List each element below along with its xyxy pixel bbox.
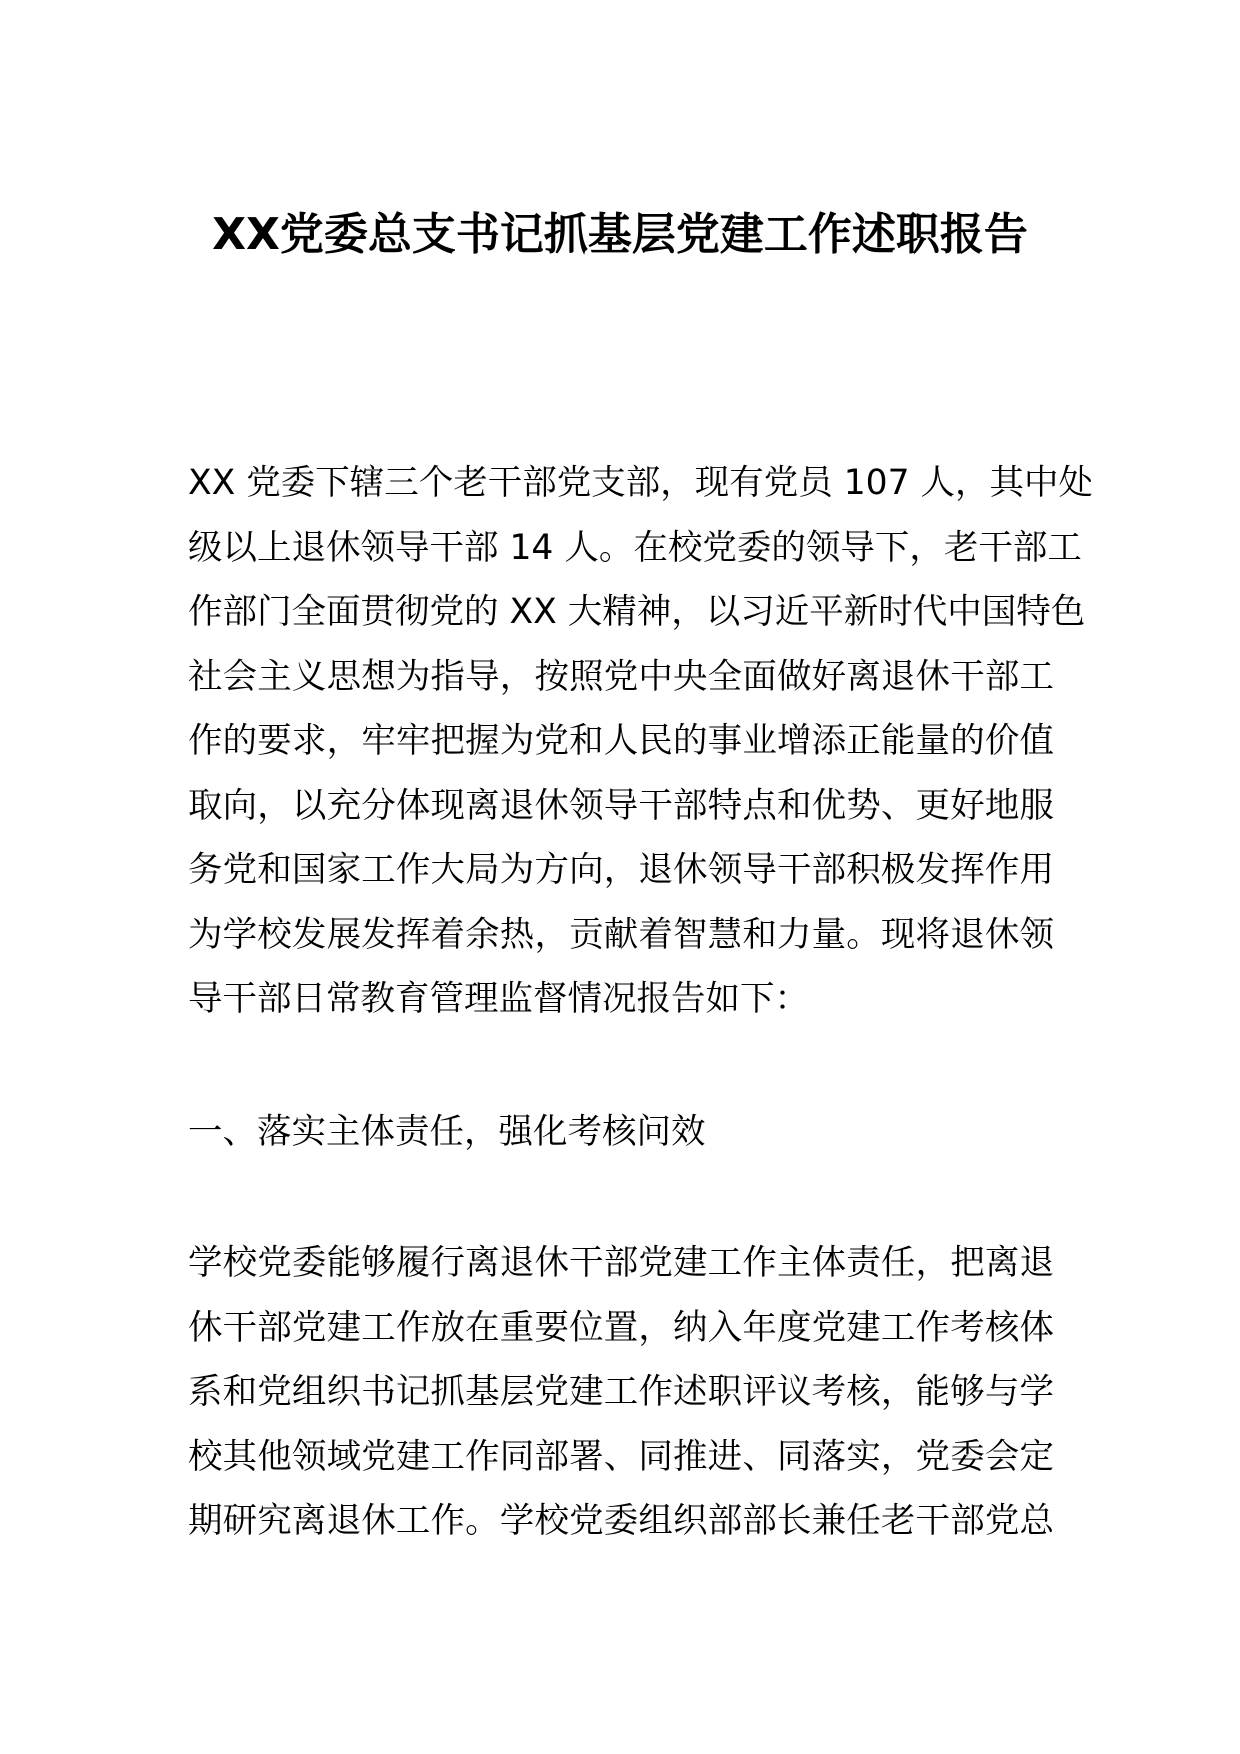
paragraph-line: 取向，以充分体现离退休领导干部特点和优势、更好地服 (188, 785, 1054, 826)
document-title: XX党委总支书记抓基层党建工作述职报告 (212, 209, 1028, 260)
paragraph-line: 作部门全面贯彻党的 XX 大精神，以习近平新时代中国特色 (188, 592, 1086, 632)
paragraph-line: 系和党组织书记抓基层党建工作述职评议考核，能够与学 (188, 1372, 1054, 1412)
paragraph-line: 作的要求，牢牢把握为党和人民的事业增添正能量的价值 (188, 721, 1054, 761)
paragraph-line: 为学校发展发挥着余热，贡献着智慧和力量。现将退休领 (188, 914, 1054, 955)
paragraph-line: 期研究离退休工作。学校党委组织部部长兼任老干部党总 (188, 1501, 1054, 1541)
section-heading (188, 1100, 1054, 1165)
paragraph-line: 级以上退休领导干部 14 人。在校党委的领导下，老干部工 (188, 527, 1082, 568)
paragraph-intro (188, 451, 1094, 1032)
paragraph-line: XX 党委下辖三个老干部党支部，现有党员 107 人，其中处 (188, 463, 1094, 503)
paragraph-line: 社会主义思想为指导，按照党中央全面做好离退休干部工 (188, 656, 1054, 697)
paragraph-line: 务党和国家工作大局为方向，退休领导干部积极发挥作用 (188, 850, 1054, 890)
paragraph-line: 学校党委能够履行离退休干部党建工作主体责任，把离退 (188, 1243, 1054, 1283)
paragraph-line: 校其他领域党建工作同部署、同推进、同落实，党委会定 (188, 1436, 1054, 1477)
paragraph-responsibility (188, 1231, 1054, 1554)
paragraph-line: 导干部日常教育管理监督情况报告如下： (188, 979, 809, 1019)
paragraph-line: 休干部党建工作放在重要位置，纳入年度党建工作考核体 (188, 1307, 1054, 1348)
section-heading-text: 一、落实主体责任，强化考核问效 (188, 1112, 706, 1152)
